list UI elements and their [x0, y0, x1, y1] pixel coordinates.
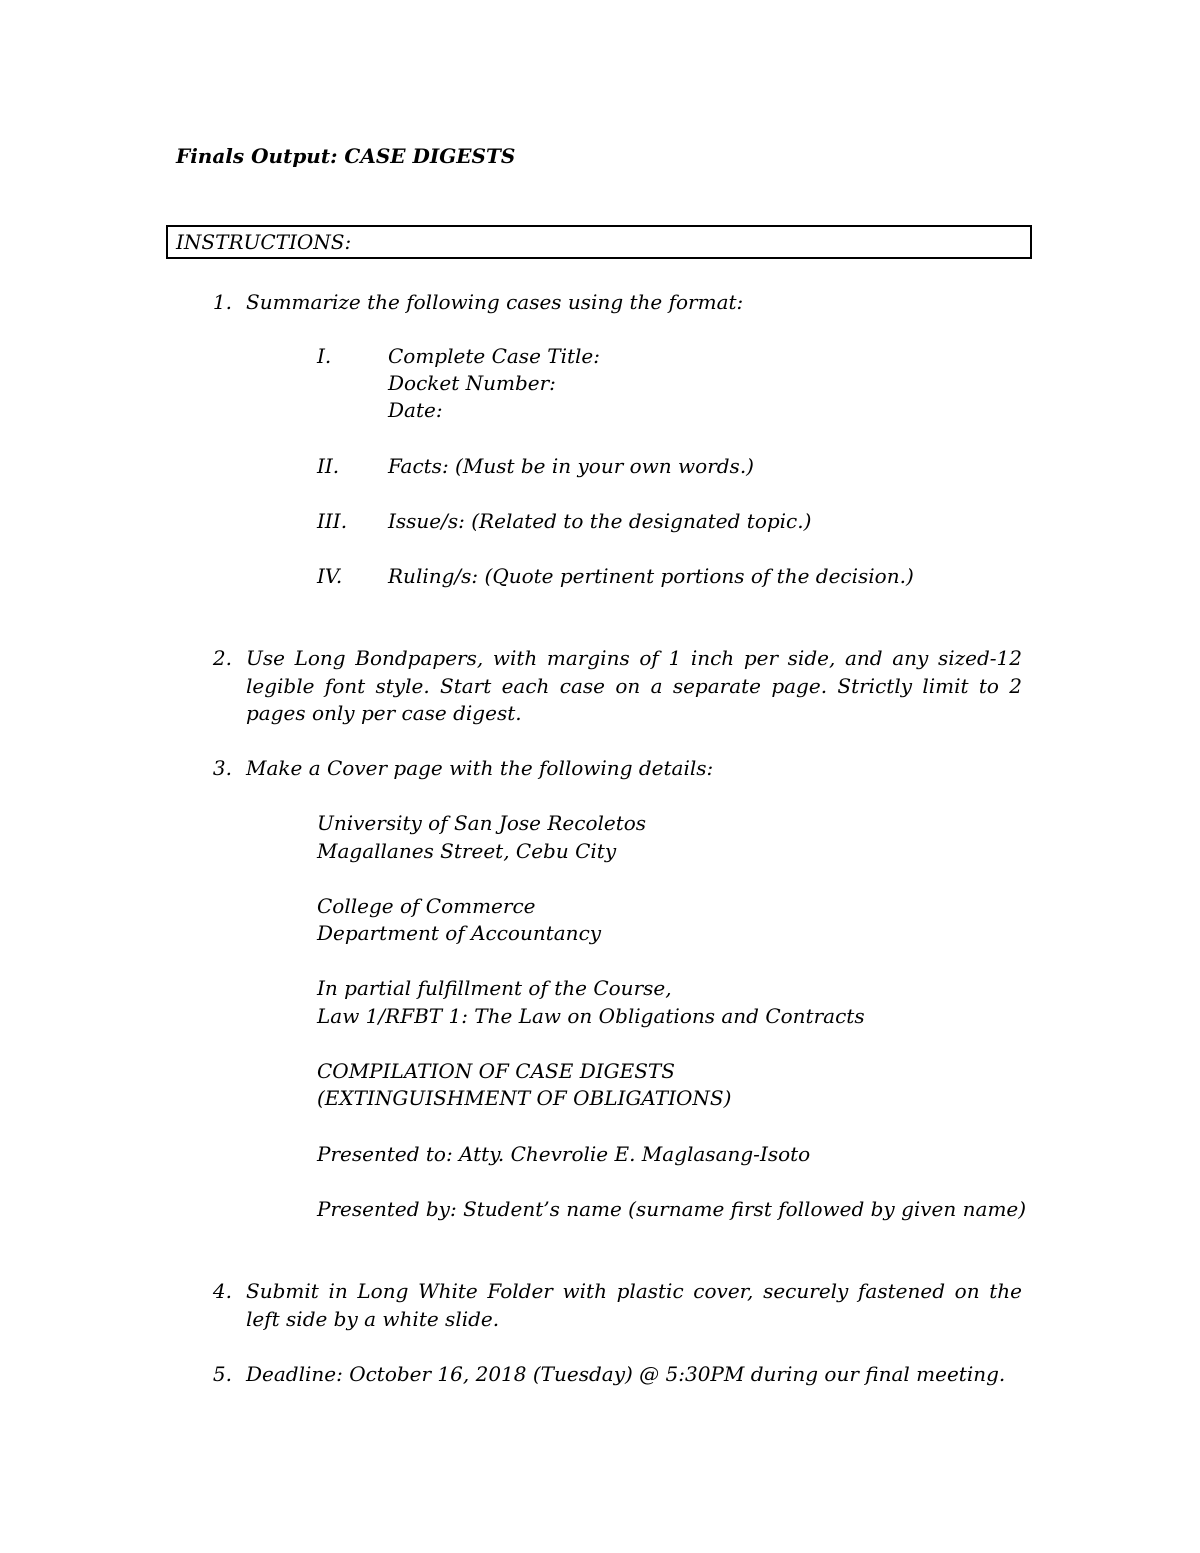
cover-department: Department of Accountancy	[317, 921, 602, 945]
cover-fulfillment: In partial fulfillment of the Course,	[317, 976, 672, 1000]
item-number: 5.	[212, 1362, 232, 1386]
format-line: Complete Case Title:	[388, 344, 601, 368]
item-text: Deadline: October 16, 2018 (Tuesday) @ 5:30PM during our final meeting.	[246, 1362, 1006, 1386]
format-line: Docket Number:	[388, 371, 556, 395]
format-roman-numeral: I.	[317, 344, 332, 368]
cover-address: Magallanes Street, Cebu City	[317, 839, 617, 863]
format-line: Date:	[388, 398, 443, 422]
format-line: Issue/s: (Related to the designated topic.)	[388, 509, 812, 533]
format-line: Facts: (Must be in your own words.)	[388, 454, 754, 478]
item-number: 4.	[212, 1279, 232, 1303]
cover-university: University of San Jose Recoletos	[317, 811, 647, 835]
cover-compilation: COMPILATION OF CASE DIGESTS	[317, 1059, 675, 1083]
instructions-label: INSTRUCTIONS:	[176, 230, 352, 254]
item-number: 1.	[212, 290, 232, 314]
instructions-header-box	[166, 225, 1032, 259]
item-number: 2.	[212, 646, 232, 670]
format-roman-numeral: III.	[317, 509, 348, 533]
cover-topic: (EXTINGUISHMENT OF OBLIGATIONS)	[317, 1086, 732, 1110]
cover-presented-by: Presented by: Student’s name (surname first followed by given name)	[317, 1197, 1027, 1221]
format-roman-numeral: II.	[317, 454, 340, 478]
item-text: Use Long Bondpapers, with margins of 1 inch per side, and any sized-12 legible font style. Start each case on a separate page. Strictly limit to 2 pages only per case digest.	[246, 646, 1022, 725]
cover-college: College of Commerce	[317, 894, 536, 918]
cover-presented-to: Presented to: Atty. Chevrolie E. Maglasang-Isoto	[317, 1142, 811, 1166]
item-text: Make a Cover page with the following details:	[246, 756, 714, 780]
item-text: Summarize the following cases using the format:	[246, 290, 744, 314]
cover-course: Law 1/RFBT 1: The Law on Obligations and Contracts	[317, 1004, 865, 1028]
format-roman-numeral: IV.	[317, 564, 343, 588]
item-text: Submit in Long White Folder with plastic cover, securely fastened on the left side by a white slide.	[246, 1279, 1022, 1331]
format-line: Ruling/s: (Quote pertinent portions of the decision.)	[388, 564, 914, 588]
document-title: Finals Output: CASE DIGESTS	[176, 144, 516, 168]
item-number: 3.	[212, 756, 232, 780]
